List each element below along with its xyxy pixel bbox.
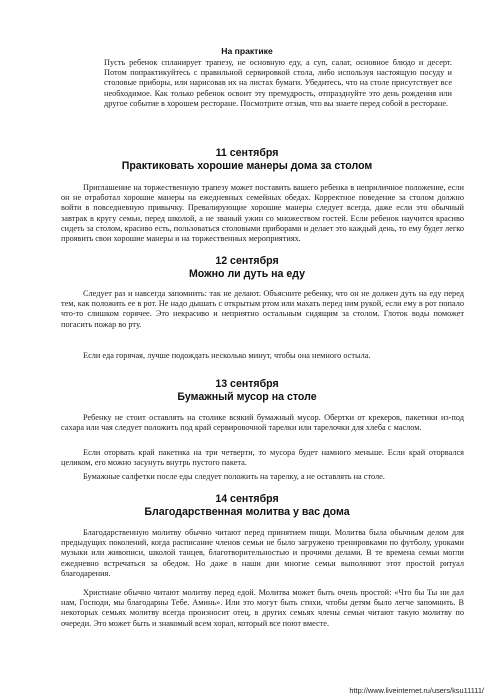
intro-paragraph: Пусть ребенок спланирует трапезу, не основную еду, а суп, салат, основное блюдо и десерт. Потом попрактикуйтесь с правильной сервировкой стола, либо используя настоящую посуду и столовые приборы, или нарисовав их на листах бумаги. Убедитесь, что на столе присутствует все необходимое. Как только ребенок освоит эту премудрость, отпразднуйте это день рождения или другое событие в хорошем ресторане. Посмотрите отзыв, что вы знаете перед собой в ресторане. <box>104 58 452 108</box>
intro-heading: На практике <box>221 46 273 56</box>
section-paragraph: Христиане обычно читают молитву перед едой. Молитва может быть очень простой: «Что бы Ты ни дал нам, Господи, мы благодарны Тебе. Аминь». Или это могут быть стихи, чтобы детям было легче запомнить. В некоторых семьях молитву всегда произносит отец, в других семьях члены семьи читают такую молитву по очереди. Это может быть и знакомый всем хорал, который все поют вместе. <box>61 588 464 628</box>
section-title: Практиковать хорошие манеры дома за столом <box>121 160 373 172</box>
section-title: Можно ли дуть на еду <box>188 268 306 280</box>
section-paragraph: Ребенку не стоит оставлять на столике всякий бумажный мусор. Обертки от крекеров, пакетики из-под сахара или чая следует положить под край сервировочной тарелки или тарелочки для хлеба с маслом. <box>61 413 464 433</box>
section-paragraph: Бумажные салфетки после еды следует положить на тарелку, а не оставлять на столе. <box>83 472 385 481</box>
section-paragraph: Следует раз и навсегда запомнить: так не делают. Объясните ребенку, что он не должен дуть на еду перед тем, как положить ее в рот. Не надо дышать с открытым ртом или махать перед ним рукой, если ему в рот попало что-то слишком горячее. Это некрасиво и неприятно остальным сидящим за столом. Глоток воды поможет погасить пожар во рту. <box>61 289 464 329</box>
source-url[interactable]: http://www.liveinternet.ru/users/ksu11111/ <box>349 686 484 695</box>
section-paragraph: Если еда горячая, лучше подождать несколько минут, чтобы она немного остыла. <box>83 351 371 360</box>
section-paragraph: Благодарственную молитву обычно читают перед принятием пищи. Молитва была обычным делом для предыдущих поколений, когда расписание членов семьи не было загружено тренировками по футболу, уроками музыки или живописи, школой танцев, благотворительностью и прочими делами. В те времена семьи могли ежедневно встречаться за обедом. Но даже в наши дни многие семьи выполняют этот простой ритуал благодарения. <box>61 528 464 578</box>
section-paragraph: Если оторвать край пакетика на три четверти, то мусора будет намного меньше. Если край оторвался целиком, его можно засунуть внутрь пустого пакета. <box>61 448 464 468</box>
section-date: 12 сентября <box>215 255 279 267</box>
section-title: Бумажный мусор на столе <box>177 391 317 403</box>
section-date: 11 сентября <box>215 147 279 159</box>
section-paragraph: Приглашение на торжественную трапезу может поставить вашего ребенка в неприличное положение, если он не отработал хорошие манеры на ежедневных семейных обедах. Корректное поведение за столом должно войти в повседневную привычку. Превалирующие хорошие манеры следует всегда, даже если это обычный завтрак в кругу семьи, перед школой, а не званый ужин со множеством гостей. Если ребенок научится красиво сидеть за столом, красиво есть, пользоваться столовыми приборами и делает это каждый день, то ему будет легко проявить свои хорошие манеры и на торжественных мероприятиях. <box>61 183 464 244</box>
section-date: 14 сентября <box>215 493 279 505</box>
section-date: 13 сентября <box>215 378 279 390</box>
section-title: Благодарственная молитва у вас дома <box>144 506 350 518</box>
